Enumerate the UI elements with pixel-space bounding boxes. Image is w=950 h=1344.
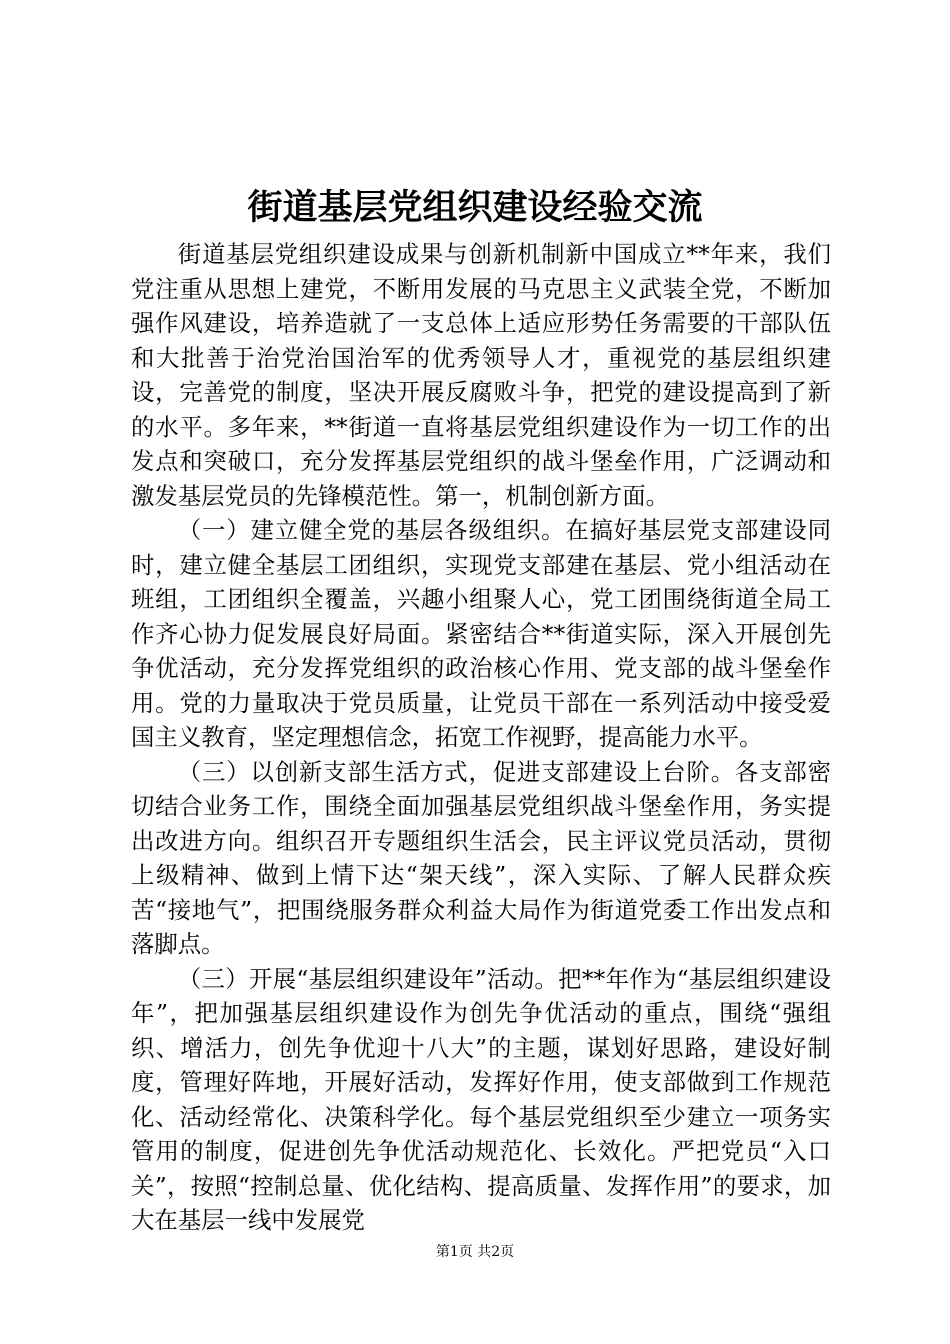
page-footer-indicator: 第1页 共2页 — [435, 1244, 515, 1260]
body-paragraph: （三）以创新支部生活方式，促进支部建设上台阶。各支部密切结合业务工作，围绕全面加强基层党组织战斗堡垒作用，务实提出改进方向。组织召开专题组织生活会，民主评议党员活动，贯彻上级精神、做到上情下达“架天线”，深入实际、了解人民群众疾苦“接地气”，把围绕服务群众利益大局作为街道党委工作出发点和落脚点。 — [131, 757, 831, 958]
document-title: 街道基层党组织建设经验交流 — [247, 187, 703, 228]
document-body — [131, 237, 831, 1238]
body-paragraph: 街道基层党组织建设成果与创新机制新中国成立**年来，我们党注重从思想上建党，不断用发展的马克思主义武装全党，不断加强作风建设，培养造就了一支总体上适应形势任务需要的干部队伍和大批善于治党治国治军的优秀领导人才，重视党的基层组织建设，完善党的制度，坚决开展反腐败斗争，把党的建设提高到了新的水平。多年来，**街道一直将基层党组织建设作为一切工作的出发点和突破口，充分发挥基层党组织的战斗堡垒作用，广泛调动和激发基层党员的先锋模范性。第一，机制创新方面。 — [131, 240, 831, 510]
body-paragraph: （三）开展“基层组织建设年”活动。把**年作为“基层组织建设年”，把加强基层组织建设作为创先争优活动的重点，围绕“强组织、增活力，创先争优迎十八大”的主题，谋划好思路，建设好制度，管理好阵地，开展好活动，发挥好作用，使支部做到工作规范化、活动经常化、决策科学化。每个基层党组织至少建立一项务实管用的制度，促进创先争优活动规范化、长效化。严把党员“入口关”，按照“控制总量、优化结构、提高质量、发挥作用”的要求，加大在基层一线中发展党 — [131, 964, 831, 1234]
body-paragraph: （一）建立健全党的基层各级组织。在搞好基层党支部建设同时，建立健全基层工团组织，实现党支部建在基层、党小组活动在班组，工团组织全覆盖，兴趣小组聚人心，党工团围绕街道全局工作齐心协力促发展良好局面。紧密结合**街道实际，深入开展创先争优活动，充分发挥党组织的政治核心作用、党支部的战斗堡垒作用。党的力量取决于党员质量，让党员干部在一系列活动中接受爱国主义教育，坚定理想信念，拓宽工作视野，提高能力水平。 — [131, 516, 831, 751]
